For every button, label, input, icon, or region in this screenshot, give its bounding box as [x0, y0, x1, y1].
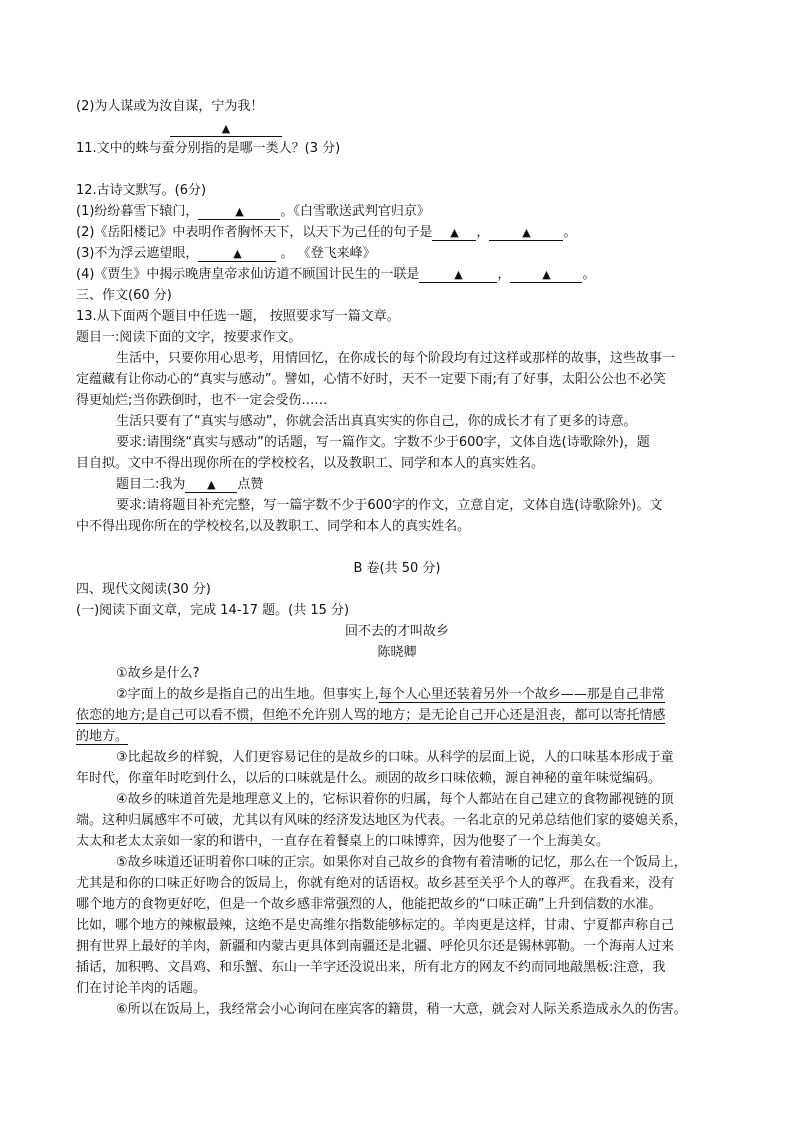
topic-1-text: 生活只要有了“真实与感动”，你就会活出真真实实的你自己，你的成长才有了更多的诗意。 — [116, 414, 637, 429]
topic-1-heading: 题目一:阅读下面的文字，按要求作文。 — [76, 330, 302, 345]
paragraph-1: ①故乡是什么? — [116, 666, 200, 681]
q10-2: (2)为人谋或为汝自谋，宁为我！ — [76, 99, 264, 114]
answer-blank-q10[interactable] — [170, 119, 282, 139]
section-3-heading: 三、作文(60 分) — [76, 288, 172, 303]
answer-blank[interactable]: ▲ — [198, 246, 276, 262]
paragraph-5: 拥有世界上最好的羊肉，新疆和内蒙古更具体到南疆还是北疆、呼伦贝尔还是锡林郭勒。一个海南人过来 — [76, 939, 675, 954]
paragraph-3: 年时代，你童年时吃到什么，以后的口味就是什么。顽固的故乡口味依赖，源自神秘的童年味觉编码。 — [76, 771, 662, 786]
answer-mark: ▲ — [221, 122, 231, 135]
topic-2-heading: 题目二:我为 ▲ 点赞 — [116, 477, 264, 492]
article-author: 陈晓卿 — [377, 645, 417, 660]
question-13: 13.从下面两个题目中任选一题， 按照要求写一篇文章。 — [76, 309, 400, 324]
paragraph-5: 插话，加积鸭、文昌鸡、和乐蟹、东山一羊字还没说出来，所有北方的网友不约而同地敲黑板:注意，我 — [76, 960, 666, 975]
paragraph-5: ⑤故乡味道还证明着你口味的正宗。如果你对自己故乡的食物有着清晰的记忆，那么在一个饭局上， — [116, 855, 687, 870]
question-12-1: (1)纷纷暮雪下辕门， ▲ 。《白雪歌送武判官归京》 — [76, 204, 430, 219]
question-12: 12.古诗文默写。(6分) — [76, 183, 207, 198]
paragraph-5: 比如，哪个地方的辣椒最辣，这绝不是史高维尔指数能够标定的。羊肉更是这样，甘肃、宁夏都声称自己 — [76, 918, 675, 933]
paragraph-4: ④故乡的味道首先是地理意义上的，它标识着你的归属，每个人都站在自己建立的食物鄙视链的顶 — [116, 792, 674, 807]
question-11: 11.文中的蛛与蚕分别指的是哪一类人？(3 分) — [76, 141, 341, 156]
paragraph-5: 尤其是和你的口味正好吻合的饭局上，你就有绝对的话语权。故乡甚至关乎个人的尊严。在我看来，没有 — [76, 876, 675, 891]
topic-1-text: 生活中，只要你用心思考，用情回忆，在你成长的每个阶段均有过这样或那样的故事，这些故事一 — [116, 351, 676, 366]
subsection-1-heading: (一)阅读下面文章，完成 14-17 题。(共 15 分) — [76, 603, 350, 618]
paragraph-5: 哪个地方的食物更好吃，但是一个故乡感非常强烈的人，他能把故乡的“口味正确”上升到信数的水准。 — [76, 897, 662, 912]
question-12-2: (2)《岳阳楼记》中表明作者胸怀天下，以天下为己任的句子是 ▲ ， ▲ 。 — [76, 225, 577, 240]
paragraph-2: 的地方。 — [76, 729, 129, 744]
topic-2-requirement: 中不得出现你所在的学校校名,以及教职工、同学和本人的真实姓名。 — [76, 519, 471, 534]
answer-blank[interactable]: ▲ — [185, 477, 237, 493]
answer-blank[interactable]: ▲ — [489, 225, 563, 241]
paragraph-3: ③比起故乡的样貌，人们更容易记住的是故乡的口味。从科学的层面上说，人的口味基本形成于童 — [116, 750, 674, 765]
volume-b-heading: B 卷(共 50 分) — [353, 561, 441, 576]
answer-blank[interactable]: ▲ — [419, 267, 497, 283]
section-4-heading: 四、现代文阅读(30 分) — [76, 582, 211, 597]
paragraph-2: ②字面上的故乡是指自己的出生地。但事实上,每个人心里还装着另外一个故乡——那是自己非常 — [116, 687, 665, 702]
paragraph-4: 端。这种归属感牢不可破，尤其以有风味的经济发达地区为代表。一名北京的兄弟总结他们家的婆媳关系， — [76, 813, 688, 828]
article-title: 回不去的才叫故乡 — [344, 624, 449, 639]
topic-1-text: 得更灿烂;当你跌倒时，也不一定会受伤…… — [76, 393, 328, 408]
paragraph-5: 们在讨论羊肉的话题。 — [76, 981, 207, 996]
topic-2-requirement: 要求:请将题目补充完整，写一篇字数不少于600字的作文，立意自定，文体自选(诗歌除外)。文 — [116, 498, 663, 513]
answer-blank[interactable]: ▲ — [510, 267, 582, 283]
answer-blank[interactable]: ▲ — [198, 204, 280, 220]
topic-1-requirement: 要求:请围绕“真实与感动”的话题，写一篇作文。字数不少于600字，文体自选(诗歌除外)，题 — [116, 435, 650, 450]
question-12-3: (3)不为浮云遮望眼， ▲ 。 《登飞来峰》 — [76, 246, 376, 261]
topic-1-text: 定蕴藏有让你动心的“真实与感动”。譬如，心情不好时，天不一定要下雨;有了好事，太阳公公也不必笑 — [76, 372, 666, 387]
paragraph-2: 依恋的地方;是自己可以看不惯，但绝不允许别人骂的地方；是无论自己开心还是沮丧，都可以寄托情感 — [76, 708, 666, 723]
topic-1-requirement: 目自拟。文中不得出现你所在的学校校名，以及教职工、同学和本人的真实姓名。 — [76, 456, 545, 471]
paragraph-6: ⑥所以在饭局上，我经常会小心询问在座宾客的籍贯，稍一大意，就会对人际关系造成永久的伤害。 — [116, 1002, 687, 1017]
answer-blank[interactable]: ▲ — [432, 225, 476, 241]
paragraph-4: 太太和老太太亲如一家的和谐中，一直存在着餐桌上的口味博弈，因为他娶了一个上海美女。 — [76, 834, 610, 849]
question-12-4: (4)《贾生》中揭示晚唐皇帝求仙访道不顾国计民生的一联是 ▲ ， ▲ 。 — [76, 267, 596, 282]
